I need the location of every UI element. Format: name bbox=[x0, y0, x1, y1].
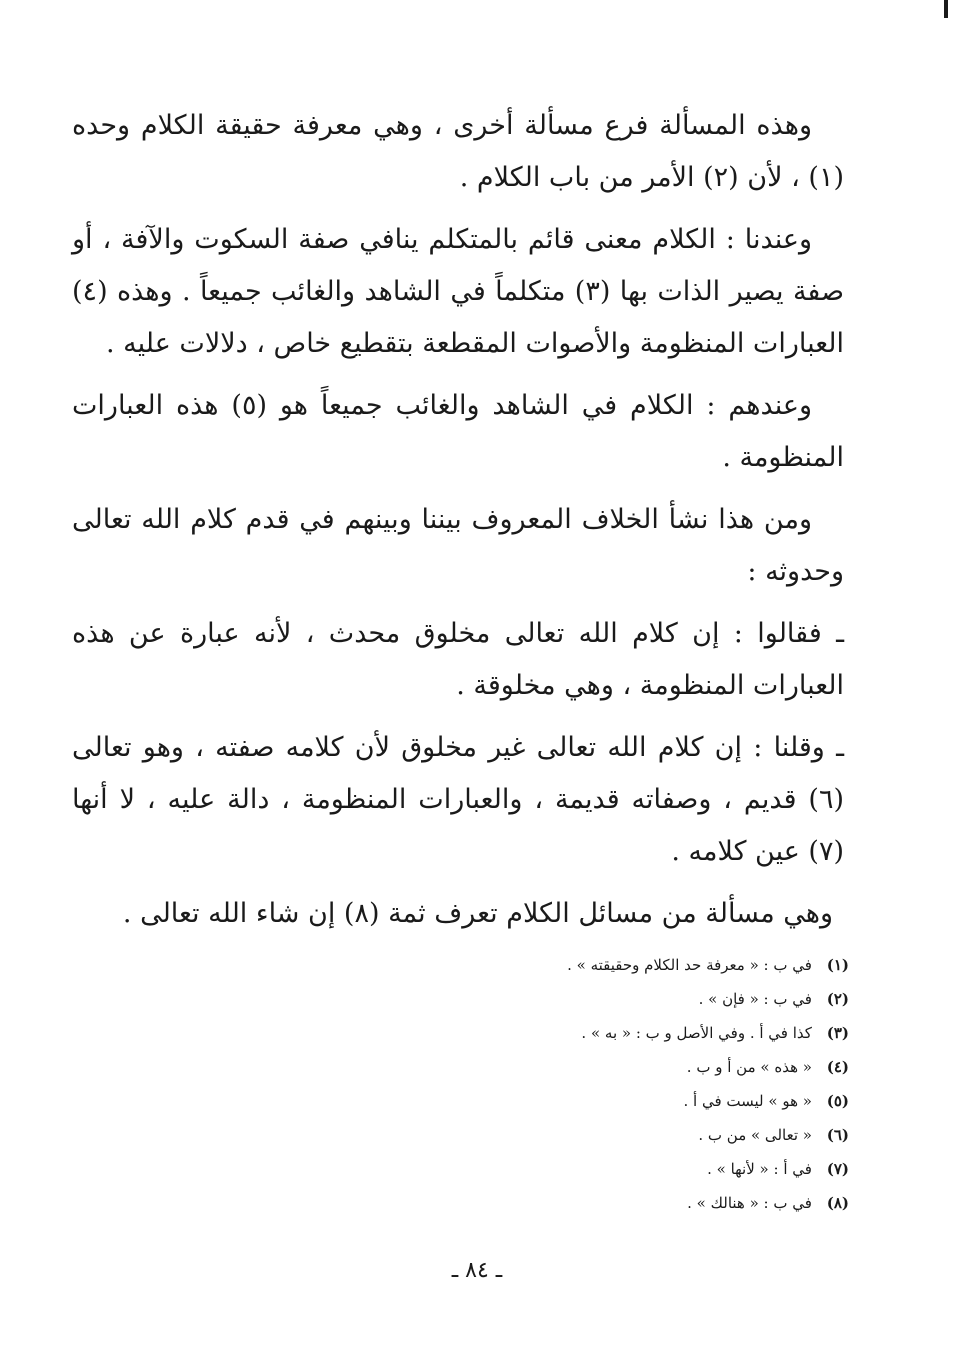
footnote-number: (١) bbox=[826, 956, 849, 974]
footnote-text: في ب : « فإن » . bbox=[698, 990, 812, 1008]
footnote bbox=[249, 1118, 849, 1152]
page-number: ـ ٨٤ ـ bbox=[451, 1258, 503, 1283]
footnote bbox=[249, 948, 849, 982]
footnote-text: في ب : « معرفة حد الكلام وحقيقته » . bbox=[567, 956, 812, 974]
footnote-text: « تعالى » من ب . bbox=[698, 1126, 812, 1144]
main-text bbox=[72, 100, 844, 950]
footnote-number: (٢) bbox=[826, 990, 849, 1008]
footnote-number: (٨) bbox=[826, 1194, 849, 1212]
footnote bbox=[249, 1050, 849, 1084]
footnote bbox=[249, 1186, 849, 1220]
footnote-number: (٤) bbox=[826, 1058, 849, 1076]
footnote bbox=[249, 1084, 849, 1118]
footnotes bbox=[249, 948, 849, 1220]
paragraph-7: وهي مسألة من مسائل الكلام تعرف ثمة (٨) إن شاء الله تعالى . bbox=[122, 898, 834, 929]
footnote-text: « هو » ليست في أ . bbox=[683, 1092, 812, 1110]
corner-mark bbox=[944, 0, 948, 18]
footnote-text: في أ : « لأنها » . bbox=[707, 1160, 812, 1178]
footnote-number: (٧) bbox=[826, 1160, 849, 1178]
footnote-number: (٦) bbox=[826, 1126, 849, 1144]
footnote bbox=[249, 982, 849, 1016]
footnote bbox=[249, 1016, 849, 1050]
paragraph-2: وعندنا : الكلام معنى قائم بالمتكلم ينافي صفة السكوت والآفة ، أو صفة يصير الذات بها (٣) متكلماً في الشاهد والغائب جميعاً . وهذه (٤) العبارات المنظومة والأصوات المقطعة بتقطيع خاص ، دلالات عليه . bbox=[72, 224, 844, 359]
footnote-number: (٥) bbox=[826, 1092, 849, 1110]
paragraph-3: وعندهم : الكلام في الشاهد والغائب جميعاً هو (٥) هذه العبارات المنظومة . bbox=[72, 390, 844, 473]
footnote bbox=[249, 1152, 849, 1186]
paragraph-4: ومن هذا نشأ الخلاف المعروف بيننا وبينهم في قدم كلام الله تعالى وحدوثه : bbox=[72, 504, 844, 587]
footnote-number: (٣) bbox=[826, 1024, 849, 1042]
paragraph-6: ـ وقلنا : إن كلام الله تعالى غير مخلوق لأن كلامه صفته ، وهو تعالى (٦) قديم ، وصفاته قديمة ، والعبارات المنظومة ، دالة عليه ، لا أنها (٧) عين كلامه . bbox=[72, 732, 844, 867]
paragraph-5: ـ فقالوا : إن كلام الله تعالى مخلوق محدث ، لأنه عبارة عن هذه العبارات المنظومة ، وهي مخلوقة . bbox=[72, 618, 844, 701]
paragraph-1: وهذه المسألة فرع مسألة أخرى ، وهي معرفة حقيقة الكلام وحده (١) ، لأن (٢) الأمر من باب الكلام . bbox=[72, 110, 844, 193]
footnote-text: في ب : « هنالك » . bbox=[687, 1194, 812, 1212]
footnote-text: كذا في أ . وفي الأصل و ب : « به » . bbox=[581, 1024, 812, 1042]
footnote-text: « هذه » من أ و ب . bbox=[686, 1058, 812, 1076]
